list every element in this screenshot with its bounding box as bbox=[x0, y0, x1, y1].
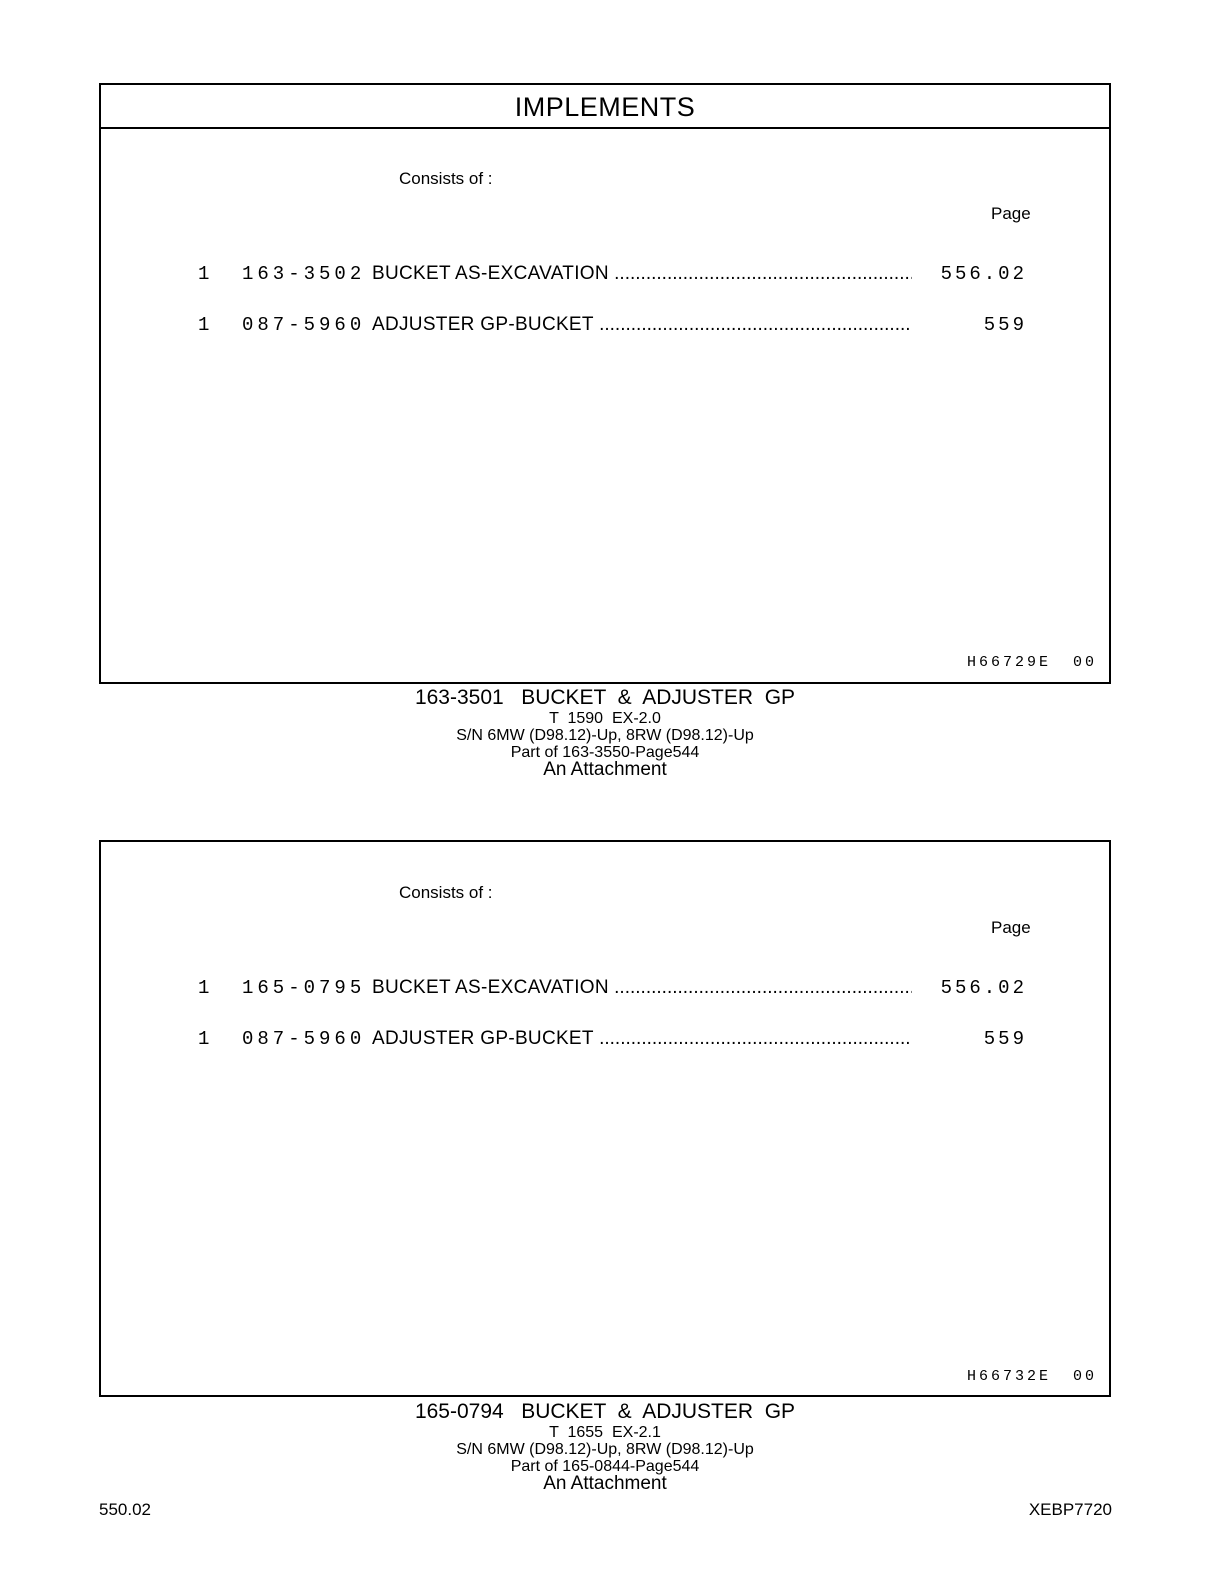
consists-of-label: Consists of : bbox=[399, 883, 493, 902]
group-title: 165-0794 BUCKET & ADJUSTER GP bbox=[414, 1400, 796, 1423]
row-quantity: 1 bbox=[198, 314, 210, 336]
row-page-ref: 559 bbox=[983, 314, 1027, 336]
group-attachment-line: An Attachment bbox=[543, 1473, 667, 1494]
row-description-text: ADJUSTER GP-BUCKET ..... bbox=[372, 314, 912, 335]
row-description bbox=[372, 314, 912, 336]
row-page-ref: 556.02 bbox=[940, 263, 1027, 285]
consists-of-label: Consists of : bbox=[399, 169, 493, 188]
group-part-of-line: Part of 163-3550-Page544 bbox=[510, 744, 700, 761]
group-part-of-line: Part of 165-0844-Page544 bbox=[510, 1458, 700, 1475]
group-title: 163-3501 BUCKET & ADJUSTER GP bbox=[414, 686, 796, 709]
row-description-text: BUCKET AS-EXCAVATION ..... bbox=[372, 263, 912, 284]
row-description-text: ADJUSTER GP-BUCKET ..... bbox=[372, 1028, 912, 1049]
illustration-revision: 00 bbox=[1072, 654, 1097, 671]
row-part-number: 163-3502 bbox=[242, 263, 366, 285]
group-model-line: T 1590 EX-2.0 bbox=[549, 710, 661, 727]
row-quantity: 1 bbox=[198, 977, 210, 999]
row-quantity: 1 bbox=[198, 263, 210, 285]
parts-row bbox=[101, 977, 1109, 1003]
illustration-code bbox=[967, 1368, 1097, 1385]
group-attachment-line: An Attachment bbox=[543, 759, 667, 780]
group-caption-1 bbox=[99, 686, 1111, 779]
group-model-line: T 1655 EX-2.1 bbox=[549, 1424, 661, 1441]
parts-panel-2 bbox=[99, 840, 1111, 1397]
group-serial-line: S/N 6MW (D98.12)-Up, 8RW (D98.12)-Up bbox=[456, 727, 754, 744]
parts-panel-1 bbox=[99, 83, 1111, 684]
footer-document-id: XEBP7720 bbox=[1028, 1500, 1112, 1519]
footer-page-number: 550.02 bbox=[99, 1500, 151, 1519]
row-page-ref: 556.02 bbox=[940, 977, 1027, 999]
row-part-number: 087-5960 bbox=[242, 1028, 366, 1050]
illustration-id: H66729E bbox=[966, 654, 1051, 671]
parts-row bbox=[101, 1028, 1109, 1054]
page-column-header: Page bbox=[991, 204, 1031, 223]
parts-row bbox=[101, 263, 1109, 289]
page-column-header: Page bbox=[991, 918, 1031, 937]
row-description bbox=[372, 263, 912, 285]
illustration-revision: 00 bbox=[1072, 1368, 1097, 1385]
section-title: IMPLEMENTS bbox=[101, 85, 1109, 129]
parts-row bbox=[101, 314, 1109, 340]
row-description-text: BUCKET AS-EXCAVATION ..... bbox=[372, 977, 912, 998]
row-part-number: 087-5960 bbox=[242, 314, 366, 336]
row-description bbox=[372, 1028, 912, 1050]
illustration-id: H66732E bbox=[966, 1368, 1051, 1385]
group-caption-2 bbox=[99, 1400, 1111, 1493]
row-quantity: 1 bbox=[198, 1028, 210, 1050]
row-page-ref: 559 bbox=[983, 1028, 1027, 1050]
row-description bbox=[372, 977, 912, 999]
illustration-code bbox=[967, 654, 1097, 671]
group-serial-line: S/N 6MW (D98.12)-Up, 8RW (D98.12)-Up bbox=[456, 1441, 754, 1458]
row-part-number: 165-0795 bbox=[242, 977, 366, 999]
